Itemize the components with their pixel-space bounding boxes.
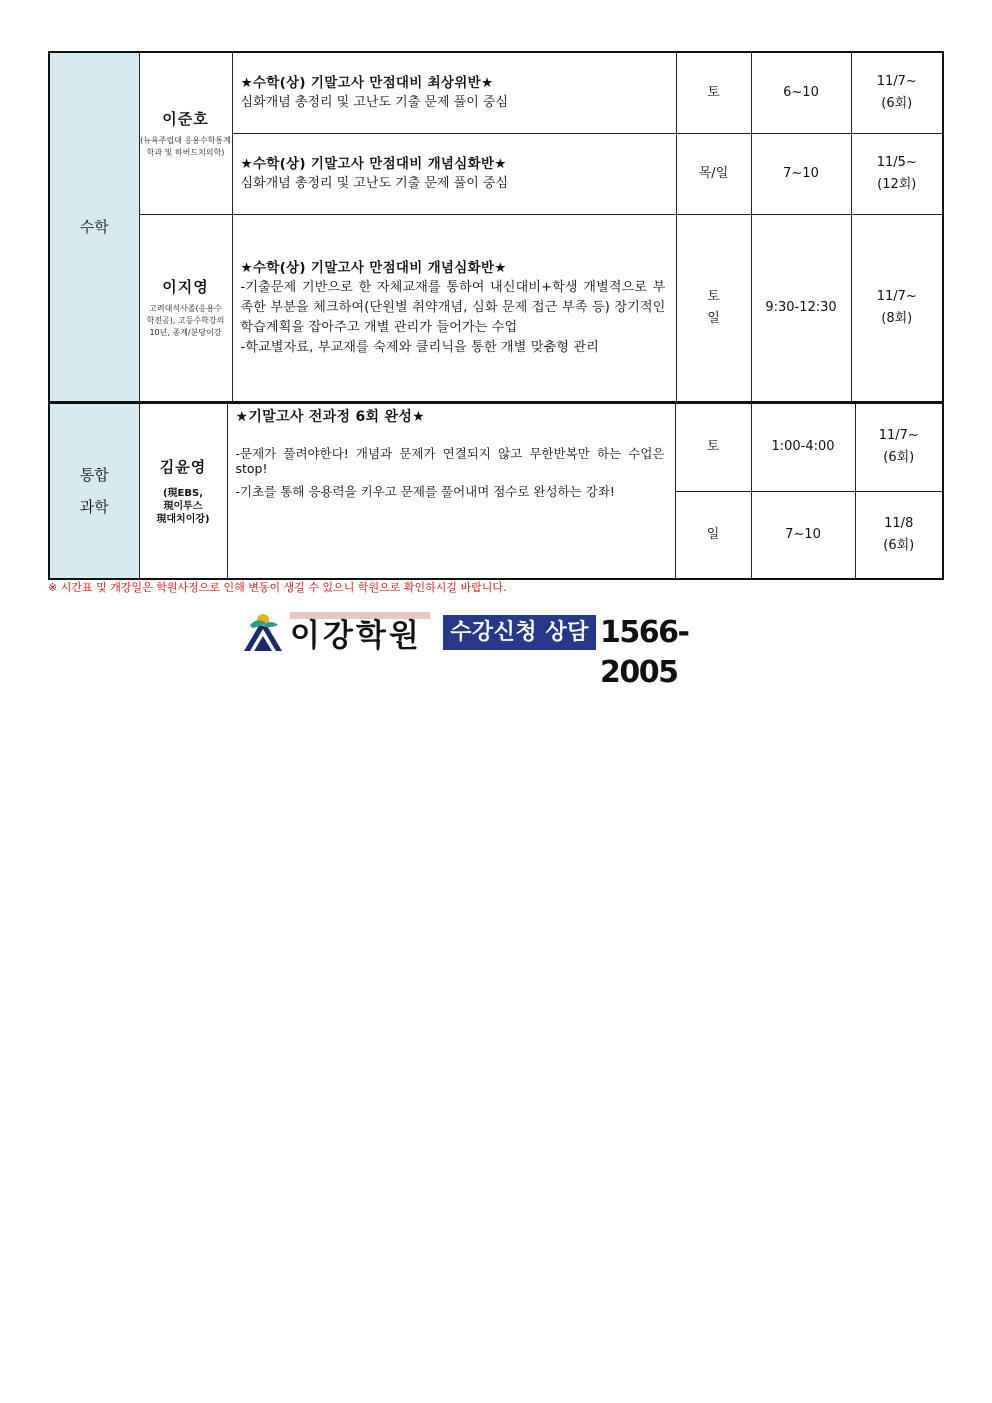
course-desc-2: -학교별자료, 부교재를 숙제와 클리닉을 통한 개별 맞춤형 관리: [240, 339, 599, 355]
start-cell: [851, 214, 943, 402]
teacher-cell: [139, 214, 232, 402]
start-date: 11/8: [884, 515, 914, 531]
subject-label-line2: 과학: [79, 498, 109, 516]
teacher-name: 이준호: [162, 109, 209, 128]
day-label: 토: [706, 439, 720, 455]
day-label: 목/일: [698, 165, 729, 181]
academy-logo-icon: [240, 611, 286, 655]
apply-consult-label: 수강신청 상담: [443, 615, 596, 650]
start-cell: [851, 133, 943, 214]
day-label-2: 일: [707, 310, 720, 326]
teacher-name: 김윤영: [159, 458, 207, 476]
course-desc: -기출문제 기반으로 한 자체교재를 통하여 내신대비+학생 개별적으로 부족한 부분을 체크하여(단원별 취약개념, 심화 문제 접근 부족 등) 장기적인 학습계획을 잡아주고 개별 관리가 들어가는 수업: [240, 279, 666, 335]
course-desc: -문제가 풀려야한다! 개념과 문제가 연결되지 않고 무한반복만 하는 수업은 stop!: [235, 446, 665, 476]
table-row: [49, 403, 943, 491]
teacher-cell: [139, 52, 232, 214]
course-title: ★수학(상) 기말고사 만점대비 개념심화반★: [240, 259, 507, 276]
science-schedule-table: [48, 402, 944, 580]
start-date: 11/7~: [876, 288, 917, 304]
day-cell: [675, 491, 751, 579]
course-title: ★수학(상) 기말고사 만점대비 개념심화반★: [240, 155, 507, 172]
time-label: 6~10: [783, 84, 819, 100]
day-cell: [676, 214, 751, 402]
academy-name: 이강학원: [290, 618, 422, 654]
start-cell: [851, 52, 943, 133]
day-label: 토: [707, 84, 720, 100]
start-cell: [855, 403, 943, 491]
time-label: 9:30-12:30: [765, 299, 837, 315]
academy-banner: [240, 608, 750, 690]
course-cell: [232, 133, 676, 214]
table-row: [49, 214, 943, 402]
time-cell: [751, 491, 855, 579]
teacher-note: 고려대석사졸(응용수학전공), 고등수학강의10년, 종계/분당이강: [146, 304, 225, 338]
time-cell: [751, 133, 851, 214]
course-cell: [227, 403, 675, 579]
teacher-note-3: 現대치이강): [156, 514, 210, 525]
time-cell: [751, 52, 851, 133]
teacher-name: 이지영: [162, 278, 209, 297]
table-row: [49, 52, 943, 133]
teacher-cell: [139, 403, 227, 579]
math-schedule-table: [48, 51, 944, 403]
start-date: 11/7~: [876, 73, 917, 89]
course-title: ★기말고사 전과정 6회 완성★: [235, 409, 426, 425]
course-desc: 심화개념 총정리 및 고난도 기출 문제 풀이 중심: [240, 175, 509, 191]
start-date: 11/7~: [878, 428, 919, 444]
start-cell: [855, 491, 943, 579]
day-cell: [676, 52, 751, 133]
teacher-note-1: (現EBS,: [162, 488, 204, 499]
session-count: (6회): [883, 537, 915, 553]
course-title: ★수학(상) 기말고사 만점대비 최상위반★: [240, 74, 494, 91]
day-label: 토: [707, 288, 720, 304]
time-label: 7~10: [783, 165, 819, 181]
time-cell: [751, 214, 851, 402]
course-cell: [232, 214, 676, 402]
time-label: 7~10: [785, 526, 821, 542]
subject-label-line1: 통합: [79, 466, 109, 484]
day-cell: [675, 403, 751, 491]
course-desc: 심화개념 총정리 및 고난도 기출 문제 풀이 중심: [240, 94, 509, 110]
course-desc-2: -기초를 통해 응용력을 키우고 문제를 풀어내며 점수로 완성하는 강좌!: [235, 484, 615, 499]
teacher-note-2: 現이투스: [163, 501, 203, 512]
subject-cell: [49, 52, 139, 402]
session-count: (8회): [881, 310, 913, 326]
phone-number: 1566-2005: [600, 615, 689, 690]
session-count: (6회): [883, 450, 915, 466]
subject-cell: [49, 403, 139, 579]
subject-label: 수학: [79, 218, 109, 236]
start-date: 11/5~: [876, 154, 917, 170]
time-cell: [751, 403, 855, 491]
day-label: 일: [706, 526, 720, 542]
teacher-note: (뉴욕주립대 응용수학통계학과 및 하버드치의학): [140, 135, 231, 157]
day-cell: [676, 133, 751, 214]
session-count: (6회): [881, 95, 913, 111]
time-label: 1:00-4:00: [771, 439, 835, 455]
course-cell: [232, 52, 676, 133]
schedule-notice: ※ 시간표 및 개강일은 학원사정으로 인해 변동이 생길 수 있으니 학원으로 확인하시길 바랍니다.: [48, 581, 507, 594]
session-count: (12회): [877, 176, 917, 192]
